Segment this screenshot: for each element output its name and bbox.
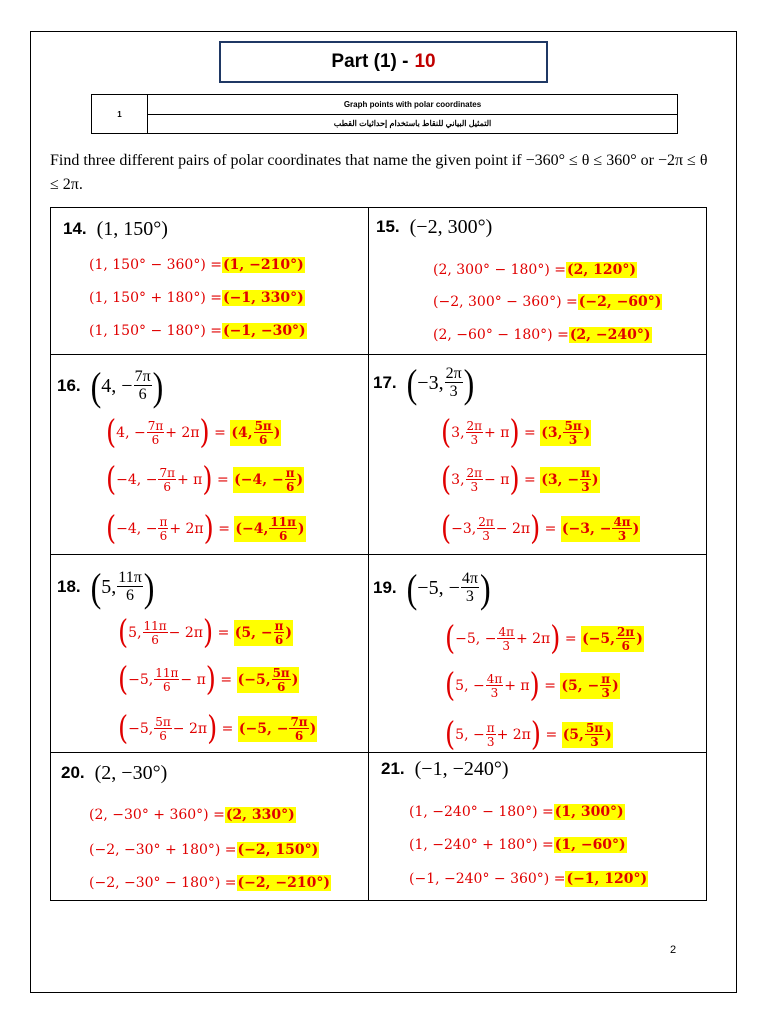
expression-fraction-denominator: 3 — [470, 433, 479, 447]
right-paren: ) — [202, 614, 214, 652]
solution-answer: (−2, −60°) — [578, 294, 662, 310]
left-paren: ( — [106, 414, 117, 452]
solution-line — [118, 709, 317, 749]
left-paren: ( — [445, 620, 456, 658]
left-paren: ( — [441, 414, 452, 452]
problem-number: 16. — [57, 376, 81, 395]
solution-expression: (1, −240° − 180°) = — [409, 804, 554, 820]
solution-answer: (−1, 120°) — [566, 871, 648, 887]
problem-15-header — [376, 214, 492, 240]
expression-fraction — [477, 516, 495, 542]
part-title — [219, 41, 548, 83]
left-paren: ( — [90, 564, 102, 610]
instructions: Find three different pairs of polar coordinates that name the given point if −360° ≤ θ ≤ 360° or −2π ≤ θ ≤ 2π. — [50, 152, 708, 193]
page-number: 2 — [670, 944, 677, 956]
solution-answer — [238, 716, 317, 742]
problem-number: 20. — [61, 763, 85, 782]
answer-fraction-numerator: 5π — [585, 721, 604, 735]
solution-line — [433, 322, 652, 348]
solution-answer — [581, 626, 644, 652]
answer-suffix: ) — [273, 425, 281, 441]
given-point-fraction-numerator: 11π — [118, 569, 142, 586]
expression-suffix: + π — [504, 678, 530, 694]
solution-line — [409, 832, 627, 858]
part-number: 10 — [414, 51, 436, 72]
problem-19-header — [373, 565, 491, 611]
answer-fraction — [585, 722, 604, 748]
right-paren: ) — [530, 510, 541, 548]
answer-fraction-numerator: π — [601, 672, 611, 686]
left-paren: ( — [441, 510, 452, 548]
answer-suffix: ) — [632, 521, 640, 537]
given-point: (1, 150°) — [96, 217, 168, 240]
right-paren: ) — [199, 414, 210, 452]
solution-line — [409, 799, 625, 825]
solution-line — [89, 285, 305, 311]
solution-line — [89, 318, 307, 344]
given-point-fraction-numerator: 2π — [445, 365, 462, 382]
expression-fraction-numerator: 2π — [466, 419, 483, 433]
given-point-fraction — [445, 366, 463, 400]
expression-fraction-denominator: 6 — [151, 433, 160, 447]
answer-suffix: ) — [285, 625, 293, 641]
right-paren: ) — [463, 360, 475, 406]
solution-expression: (−2, 300° − 360°) = — [433, 294, 578, 310]
expression-suffix: + 2π — [515, 631, 551, 647]
solution-line — [445, 715, 613, 755]
left-paren: ( — [118, 614, 129, 652]
answer-fraction-denominator: 6 — [278, 529, 288, 543]
equals-sign: = — [209, 425, 231, 441]
expression-fraction-numerator: 11π — [143, 619, 167, 633]
answer-fraction-denominator: 6 — [258, 433, 268, 447]
right-paren: ) — [550, 620, 561, 658]
solution-answer — [560, 673, 619, 699]
right-paren: ) — [529, 667, 540, 705]
solution-expression: (2, 300° − 180°) = — [433, 262, 566, 278]
answer-fraction-numerator: 2π — [617, 625, 635, 639]
solution-expression: (−2, −30° − 180°) = — [89, 875, 237, 891]
answer-prefix: (5, − — [561, 678, 600, 694]
expression-prefix: 5, − — [455, 678, 485, 694]
answer-fraction-numerator: 5π — [272, 666, 290, 680]
right-paren: ) — [205, 661, 216, 699]
answer-suffix: ) — [583, 425, 591, 441]
answer-suffix: ) — [309, 721, 317, 737]
solution-expression: (2, −60° − 180°) = — [433, 327, 569, 343]
answer-prefix: (−4, — [235, 521, 269, 537]
expression-fraction — [497, 626, 515, 652]
right-paren: ) — [152, 363, 164, 409]
solution-line — [89, 802, 296, 828]
problem-20-header — [61, 760, 167, 786]
solution-answer — [540, 420, 591, 446]
expression-fraction — [147, 420, 165, 446]
answer-fraction — [600, 673, 611, 699]
left-paren: ( — [445, 667, 456, 705]
answer-fraction-numerator: π — [581, 466, 590, 480]
answer-suffix: ) — [296, 472, 304, 488]
given-point-fraction-denominator: 3 — [465, 588, 474, 605]
problem-14-header — [63, 216, 168, 242]
answer-suffix: ) — [291, 672, 299, 688]
answer-fraction-numerator: 5π — [254, 419, 272, 433]
right-paren: ) — [530, 716, 542, 754]
answer-fraction-denominator: 3 — [617, 529, 627, 543]
solution-expression: (1, 150° + 180°) = — [89, 290, 222, 306]
expression-fraction-numerator: 5π — [155, 715, 171, 729]
expression-prefix: −3, — [451, 521, 477, 537]
given-point-prefix: 5, — [101, 575, 117, 598]
grid-divider-row-1 — [51, 354, 706, 355]
expression-fraction-denominator: 6 — [163, 480, 172, 494]
answer-fraction-numerator: π — [285, 466, 295, 480]
expression-suffix: − 2π — [495, 521, 531, 537]
expression-fraction-numerator: 2π — [478, 515, 494, 529]
left-paren: ( — [90, 363, 102, 409]
expression-fraction-numerator: 4π — [486, 672, 503, 686]
expression-fraction-numerator: 4π — [498, 625, 514, 639]
expression-suffix: + π — [176, 472, 203, 488]
expression-prefix: 4, − — [116, 425, 146, 441]
problems-grid — [50, 207, 707, 901]
answer-prefix: (−3, − — [561, 521, 612, 537]
expression-fraction-denominator: 3 — [486, 735, 495, 749]
solution-line — [445, 666, 620, 706]
expression-fraction-denominator: 6 — [163, 680, 171, 694]
equals-sign: = — [213, 625, 234, 641]
given-point-fraction-numerator: 7π — [134, 368, 151, 385]
expression-fraction — [486, 722, 496, 748]
expression-suffix: − π — [180, 672, 206, 688]
solution-answer: (−1, −30°) — [223, 323, 306, 339]
answer-fraction-denominator: 3 — [581, 480, 590, 494]
solution-line — [409, 866, 648, 892]
expression-suffix: − π — [484, 472, 510, 488]
expression-fraction — [154, 716, 172, 742]
answer-prefix: (−5, — [582, 631, 616, 647]
solution-line — [441, 413, 591, 453]
right-paren: ) — [479, 565, 491, 611]
expression-suffix: − 2π — [168, 625, 203, 641]
expression-fraction — [143, 620, 168, 646]
expression-fraction-denominator: 3 — [482, 529, 490, 543]
solution-answer: (1, −210°) — [223, 257, 304, 273]
answer-fraction-denominator: 3 — [568, 433, 578, 447]
given-point: (−2, 300°) — [409, 215, 493, 238]
equals-sign: = — [212, 472, 234, 488]
expression-fraction-denominator: 6 — [151, 633, 159, 647]
solution-answer — [233, 467, 304, 493]
solution-answer: (−2, −210°) — [237, 875, 330, 891]
lesson-index: 1 — [92, 95, 148, 133]
solution-line — [106, 413, 281, 453]
expression-prefix: −5, — [128, 721, 154, 737]
equals-sign: = — [540, 521, 561, 537]
expression-suffix: + 2π — [496, 727, 531, 743]
given-point-prefix: 4, − — [101, 374, 133, 397]
solution-line — [106, 509, 306, 549]
right-paren: ) — [143, 564, 155, 610]
answer-suffix: ) — [591, 472, 599, 488]
answer-prefix: (4, — [231, 425, 253, 441]
answer-fraction-numerator: π — [274, 619, 284, 633]
lesson-table — [91, 94, 678, 134]
problem-number: 21. — [381, 759, 405, 778]
answer-fraction-denominator: 6 — [285, 480, 295, 494]
given-point: (2, −30°) — [94, 761, 168, 784]
solution-expression: (1, −240° + 180°) = — [409, 837, 554, 853]
expression-suffix: + 2π — [169, 521, 204, 537]
given-point-fraction — [117, 570, 142, 604]
given-point-fraction-denominator: 3 — [449, 383, 458, 400]
expression-prefix: −4, − — [116, 472, 158, 488]
answer-fraction-numerator: 11π — [270, 515, 296, 529]
expression-fraction-numerator: 7π — [159, 466, 175, 480]
expression-prefix: −5, − — [455, 631, 497, 647]
expression-suffix: − 2π — [172, 721, 208, 737]
given-point: (−1, −240°) — [414, 757, 509, 780]
answer-fraction — [563, 420, 582, 446]
answer-fraction-denominator: 3 — [601, 686, 610, 700]
grid-divider-row-2 — [51, 554, 706, 555]
expression-fraction-numerator: 2π — [466, 466, 483, 480]
expression-suffix: + π — [484, 425, 510, 441]
left-paren: ( — [445, 716, 456, 754]
solution-line — [441, 509, 640, 549]
solution-expression: (−1, −240° − 360°) = — [409, 871, 566, 887]
solution-line — [89, 837, 319, 863]
answer-fraction-denominator: 6 — [274, 633, 284, 647]
expression-fraction — [466, 420, 484, 446]
answer-fraction — [285, 467, 296, 493]
solution-line — [445, 619, 644, 659]
expression-fraction-numerator: π — [159, 515, 168, 529]
problem-number: 17. — [373, 373, 397, 392]
solution-line — [433, 289, 662, 315]
expression-fraction — [466, 467, 484, 493]
answer-prefix: (−4, − — [234, 472, 284, 488]
problem-number: 18. — [57, 577, 81, 596]
solution-answer: (1, −60°) — [554, 837, 626, 853]
expression-fraction — [158, 516, 168, 542]
left-paren: ( — [118, 661, 129, 699]
given-point-fraction — [461, 571, 479, 605]
expression-fraction-denominator: 3 — [470, 480, 479, 494]
right-paren: ) — [202, 461, 213, 499]
answer-fraction-numerator: 7π — [290, 715, 308, 729]
expression-prefix: 3, — [451, 425, 465, 441]
problem-number: 19. — [373, 578, 397, 597]
answer-prefix: (−5, − — [238, 721, 289, 737]
answer-fraction — [269, 516, 296, 542]
answer-suffix: ) — [636, 631, 643, 647]
given-point-fraction — [134, 369, 152, 403]
right-paren: ) — [207, 710, 218, 748]
expression-fraction-numerator: 11π — [155, 666, 179, 680]
answer-fraction — [612, 516, 631, 542]
equals-sign: = — [560, 631, 582, 647]
solution-answer: (−1, 330°) — [223, 290, 304, 306]
solution-expression: (1, 150° − 180°) = — [89, 323, 222, 339]
solution-expression: (−2, −30° + 180°) = — [89, 842, 237, 858]
expression-fraction-denominator: 6 — [159, 729, 167, 743]
solution-line — [89, 870, 331, 896]
solution-answer: (2, 120°) — [567, 262, 636, 278]
given-point-prefix: −3, — [417, 371, 444, 394]
given-point-fraction-denominator: 6 — [138, 386, 147, 403]
solution-expression: (1, 150° − 360°) = — [89, 257, 222, 273]
problem-18-header — [57, 564, 154, 610]
solution-line — [433, 257, 637, 283]
expression-prefix: 3, — [451, 472, 465, 488]
problem-21-header — [381, 756, 509, 782]
answer-fraction — [580, 467, 591, 493]
solution-expression: (2, −30° + 360°) = — [89, 807, 225, 823]
solution-answer: (1, 300°) — [554, 804, 624, 820]
equals-sign: = — [539, 678, 561, 694]
answer-fraction — [616, 626, 635, 652]
lesson-name-ar: التمثيل البياني للنقاط باستخدام إحداثيات القطب — [333, 119, 492, 129]
problem-number: 14. — [63, 219, 87, 238]
answer-fraction-numerator: 4π — [613, 515, 631, 529]
expression-fraction — [486, 673, 504, 699]
solution-answer — [540, 467, 599, 493]
equals-sign: = — [541, 727, 562, 743]
left-paren: ( — [106, 461, 117, 499]
equals-sign: = — [215, 672, 237, 688]
expression-suffix: + 2π — [165, 425, 200, 441]
answer-fraction — [289, 716, 308, 742]
solution-answer — [234, 516, 305, 542]
answer-fraction — [254, 420, 273, 446]
expression-prefix: −5, — [128, 672, 154, 688]
answer-suffix: ) — [612, 678, 619, 694]
expression-fraction-denominator: 3 — [490, 686, 499, 700]
answer-prefix: (5, — [562, 727, 584, 743]
right-paren: ) — [203, 510, 214, 548]
solution-line — [118, 613, 293, 653]
given-point-fraction-denominator: 6 — [126, 587, 135, 604]
answer-fraction-denominator: 6 — [621, 639, 630, 653]
solution-answer — [561, 516, 640, 542]
answer-suffix: ) — [297, 521, 305, 537]
left-paren: ( — [406, 565, 418, 611]
equals-sign: = — [519, 472, 541, 488]
equals-sign: = — [217, 721, 238, 737]
answer-prefix: (−5, — [237, 672, 271, 688]
problem-16-header — [57, 363, 163, 409]
expression-fraction-numerator: 7π — [147, 419, 164, 433]
solution-answer — [234, 620, 293, 646]
answer-fraction-denominator: 3 — [590, 735, 599, 749]
answer-prefix: (3, − — [541, 472, 580, 488]
lesson-name-en: Graph points with polar coordinates — [148, 95, 677, 115]
solution-line — [89, 252, 305, 278]
expression-prefix: 5, — [128, 625, 142, 641]
problem-17-header — [373, 360, 474, 406]
right-paren: ) — [509, 461, 520, 499]
expression-prefix: 5, − — [455, 727, 485, 743]
given-point-fraction-numerator: 4π — [461, 570, 478, 587]
given-point-prefix: −5, − — [417, 576, 460, 599]
solution-line — [106, 460, 304, 500]
expression-fraction — [158, 467, 176, 493]
answer-fraction-denominator: 6 — [276, 680, 286, 694]
expression-fraction-numerator: π — [486, 721, 495, 735]
equals-sign: = — [519, 425, 541, 441]
problem-number: 15. — [376, 217, 400, 236]
expression-prefix: −4, − — [116, 521, 158, 537]
left-paren: ( — [106, 510, 117, 548]
solution-answer: (−2, 150°) — [237, 842, 319, 858]
solution-answer — [237, 667, 300, 693]
solution-answer — [562, 722, 613, 748]
left-paren: ( — [118, 710, 129, 748]
answer-fraction — [272, 667, 291, 693]
answer-prefix: (3, — [541, 425, 563, 441]
solution-line — [118, 660, 299, 700]
left-paren: ( — [406, 360, 418, 406]
answer-suffix: ) — [605, 727, 612, 743]
solution-answer — [230, 420, 281, 446]
right-paren: ) — [509, 414, 520, 452]
solution-line — [441, 460, 600, 500]
part-title-text: Part (1) - — [331, 51, 409, 72]
expression-fraction-denominator: 6 — [159, 529, 168, 543]
answer-fraction-numerator: 5π — [564, 419, 582, 433]
answer-fraction — [274, 620, 285, 646]
expression-fraction — [154, 667, 179, 693]
answer-fraction-denominator: 6 — [294, 729, 304, 743]
answer-prefix: (5, − — [234, 625, 273, 641]
left-paren: ( — [441, 461, 452, 499]
expression-fraction-denominator: 3 — [502, 639, 511, 653]
solution-answer: (2, 330°) — [225, 807, 295, 823]
equals-sign: = — [213, 521, 235, 537]
solution-answer: (2, −240°) — [569, 327, 651, 343]
